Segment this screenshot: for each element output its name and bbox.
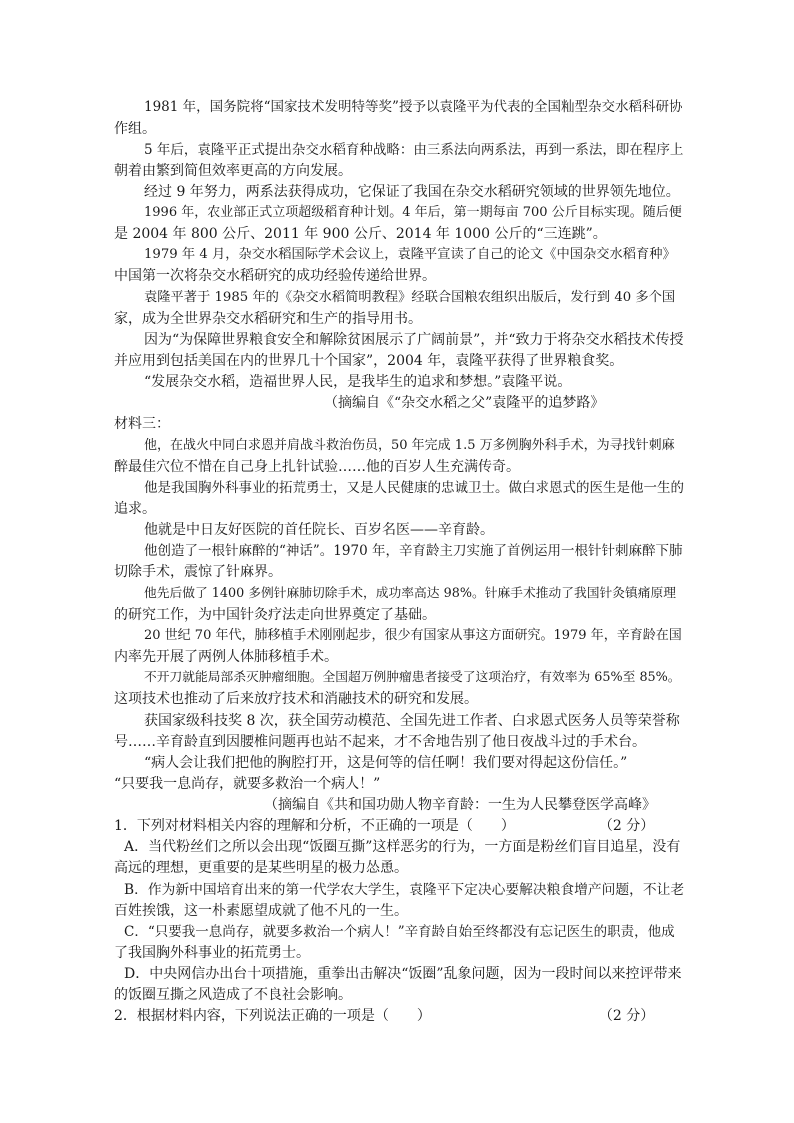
option-b: B．作为新中国培育出来的第一代学农大学生，袁隆平下定决心要解决粮食增产问题，不让老 <box>124 882 685 898</box>
section-heading: 材料三： <box>114 416 170 432</box>
option-a: A．当代粉丝们之所以会出现“饭圈互撕”这样恶劣的行为，一方面是粉丝们盲目追星，没有 <box>124 839 681 855</box>
option-d-cont: 的饭圈互撕之风造成了不良社会影响。 <box>114 987 352 1003</box>
quote-line: “只要我一息尚存，就要多救治一个病人！” <box>114 776 381 792</box>
text-line: 醉最佳穴位不惜在自己身上扎针试验……他的百岁人生充满传奇。 <box>114 459 520 475</box>
text-line: 号……辛育龄直到因腰椎问题再也站不起来，才不舍地告别了他日夜战斗过的手术台。 <box>114 734 646 750</box>
text-line: 因为“为保障世界粮食安全和解除贫困展示了广阔前景”，并“致力于将杂交水稻技术传授 <box>144 332 684 348</box>
text-line: 这项技术也推动了后来放疗技术和消融技术的研究和发展。 <box>114 691 478 707</box>
text-line: 获国家级科技奖 8 次，获全国劳动模范、全国先进工作者、白求恩式医务人员等荣誉称 <box>144 713 680 729</box>
text-line: 他就是中日友好医院的首任院长、百岁名医——辛育龄。 <box>144 522 494 538</box>
option-c-cont: 了我国胸外科事业的拓荒勇士。 <box>114 945 310 961</box>
text-line: 他创造了一根针麻醉的“神话”。1970 年，辛育龄主刀实施了首例运用一根针针刺麻醉下肺 <box>144 543 683 559</box>
text-line: 1981 年，国务院将“国家技术发明特等奖”授予以袁隆平为代表的全国籼型杂交水稻科研协 <box>144 99 683 115</box>
text-line: 并应用到包括美国在内的世界几十个国家”，2004 年，袁隆平获得了世界粮食奖。 <box>114 353 624 369</box>
option-d: D．中央网信办出台十项措施，重拳出击解决“饭圈”乱象问题，因为一段时间以来控评带来 <box>124 966 682 982</box>
text-line: 不开刀就能局部杀灭肿瘤细胞。全国超万例肿瘤患者接受了这项治疗，有效率为 65%至 85%。 <box>144 670 681 685</box>
text-line: 经过 9 年努力，两系法获得成功，它保证了我国在杂交水稻研究领域的世界领先地位。 <box>144 184 680 200</box>
text-line: 是 2004 年 800 公斤、2011 年 900 公斤、2014 年 1000 公斤的“三连跳”。 <box>114 226 607 242</box>
text-line: 他是我国胸外科事业的拓荒勇士，又是人民健康的忠诚卫士。做白求恩式的医生是他一生的 <box>144 480 684 496</box>
text-line: 20 世纪 70 年代，肺移植手术刚刚起步，很少有国家从事这方面研究。1979 年，辛育龄在国 <box>144 628 682 643</box>
text-line: 他，在战火中同白求恩并肩战斗救治伤员，50 年完成 1.5 万多例胸外科手术，为寻找针刺麻 <box>144 438 675 453</box>
option-b-cont: 百姓挨饿，这一朴素愿望成就了他不凡的一生。 <box>114 903 408 919</box>
source-citation: （摘编自《“杂交水稻之父”袁隆平的追梦路》 <box>324 395 605 411</box>
text-line: “发展杂交水稻，造福世界人民，是我毕生的追求和梦想。”袁隆平说。 <box>144 374 572 390</box>
text-line: 作组。 <box>114 121 156 137</box>
source-citation: （摘编自《共和国功勋人物辛育龄：一生为人民攀登医学高峰》 <box>264 797 656 813</box>
text-line: 家，成为全世界杂交水稻研究和生产的指导用书。 <box>114 311 422 327</box>
text-line: 5 年后，袁隆平正式提出杂交水稻育种战略：由三系法向两系法，再到一系法，即在程序上 <box>144 142 684 158</box>
option-a-cont: 高远的理想，更重要的是某些明星的极力怂恿。 <box>114 860 408 876</box>
text-line: 1979 年 4 月，杂交水稻国际学术会议上，袁隆平宣读了自己的论文《中国杂交水稻育种》 <box>144 247 676 262</box>
text-line: 的研究工作，为中国针灸疗法走向世界奠定了基础。 <box>114 607 436 623</box>
text-line: 朝着由繁到简但效率更高的方向发展。 <box>114 163 352 179</box>
text-line: 追求。 <box>114 501 156 517</box>
text-line: 袁隆平著于 1985 年的《杂交水稻简明教程》经联合国粮农组织出版后，发行到 40 多个国 <box>144 290 676 305</box>
text-line: 1996 年，农业部正式立项超级稻育种计划。4 年后，第一期每亩 700 公斤目标实现。随后便 <box>144 205 682 220</box>
text-line: 切除手术，震惊了针麻界。 <box>114 564 282 580</box>
text-line: 中国第一次将杂交水稻研究的成功经验传递给世界。 <box>114 268 436 284</box>
text-line: 内率先开展了两例人体肺移植手术。 <box>114 649 338 665</box>
option-c: C．“只要我一息尚存，就要多救治一个病人！”辛育龄自始至终都没有忘记医生的职责，他成 <box>124 924 675 940</box>
question-1: 1．下列对材料相关内容的理解和分析，不正确的一项是（ ） （2 分） <box>114 818 655 834</box>
quote-line: “病人会让我们把他的胸腔打开，这是何等的信任啊！我们要对得起这份信任。” <box>144 755 628 771</box>
text-line: 他先后做了 1400 多例针麻肺切除手术，成功率高达 98%。针麻手术推动了我国针灸镇痛原理 <box>144 586 676 601</box>
question-2: 2．根据材料内容，下列说法正确的一项是（ ） （2 分） <box>114 1008 655 1024</box>
